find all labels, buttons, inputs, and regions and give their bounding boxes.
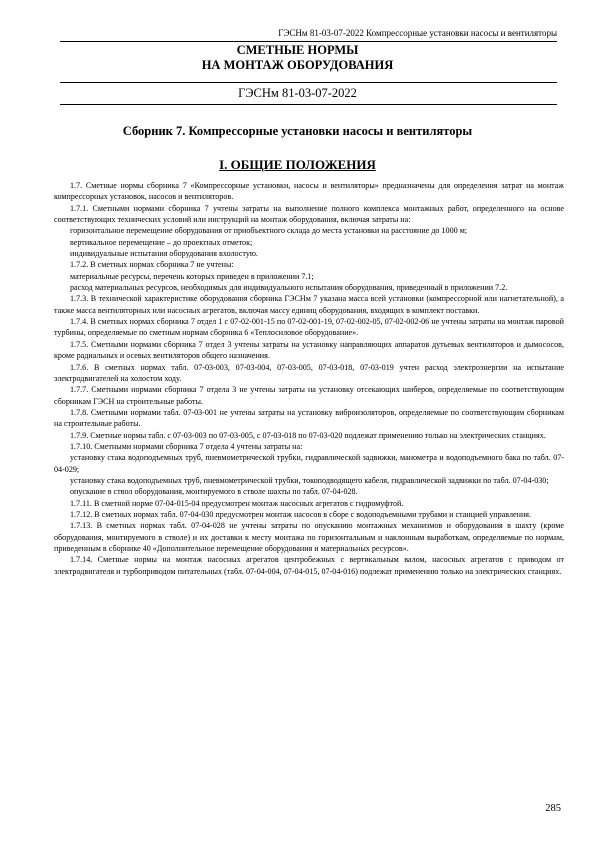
paragraph: 1.7.3. В технической характеристике оборудования сборника ГЭСНм 7 указана масса всей установки (компрессорной или нагнетательной), а также масса вентиляторных или насосных агрегатов, включая массу единиц оборудования, входящих в комплект поставки. bbox=[54, 294, 564, 315]
collection-title: Сборник 7. Компрессорные установки насосы и вентиляторы bbox=[122, 124, 473, 138]
paragraph: материальные ресурсы, перечень которых приведен в приложении 7.1; bbox=[70, 271, 314, 281]
paragraph: 1.7.5. Сметными нормами сборника 7 отдел 3 учтены затраты на установку направляющих аппаратов дутьевых вентиляторов и дымососов, кроме радиальных и осевых вентиляторов общего назначения. bbox=[54, 339, 564, 361]
paragraph: 1.7.4. В сметных нормах сборника 7 отдел 1 с 07-02-001-15 по 07-02-001-19, 07-02-002-05, 07-02-002-06 не учтены затраты на монтаж паровой турбины, определяемые по сметным нормам сборника 6 «Теплосиловое оборудование». bbox=[54, 317, 564, 338]
document-title-line1: СМЕТНЫЕ НОРМЫ bbox=[236, 43, 359, 57]
paragraph: 1.7.6. В сметных нормах табл. 07-03-003, 07-03-004, 07-03-005, 07-03-018, 07-03-019 учтен расход электроэнергии на испытание электродвигателей на холостом ходу. bbox=[54, 362, 564, 383]
paragraph: 1.7.11. В сметной норме 07-04-015-04 предусмотрен монтаж насосных агрегатов с гидромуфтой. bbox=[70, 498, 404, 508]
paragraph: вертикальное перемещение – до проектных отметок; bbox=[70, 237, 253, 247]
paragraph: установку стака водоподъемных труб, пневмометрической трубки, токоподводящего кабеля, гидравлической задвижки по табл. 07-04-030; bbox=[70, 475, 549, 485]
paragraph: 1.7.13. В сметных нормах табл. 07-04-028 не учтены затраты по опусканию монтажных механизмов и оборудования в шахту (кроме оборудования, монтируемого в стволе) и их доставки к месту монтажа по горизонтальным и наклонным выработкам, определяемые по нормам, приведенным в сборнике 40 «Дополнительное перемещение оборудования и материальных ресурсов». bbox=[54, 521, 564, 553]
divider-top bbox=[60, 82, 557, 83]
paragraph: расход материальных ресурсов, необходимых для индивидуального испытания оборудования, приведенный в приложении 7.2. bbox=[70, 283, 508, 293]
paragraph: 1.7.14. Сметные нормы на монтаж насосных агрегатов центробежных с вертикальным валом, насосных агрегатов с приводом от электродвигателя и турбоприводом питательных (табл. 07-04-004, 07-04-015, 07-04-016) подлежат применению только на электрических станциях. bbox=[54, 555, 564, 576]
running-header: ГЭСНм 81-03-07-2022 Компрессорные установки насосы и вентиляторы bbox=[60, 28, 557, 42]
document-title-line2: НА МОНТАЖ ОБОРУДОВАНИЯ bbox=[201, 58, 394, 72]
document-code: ГЭСНм 81-03-07-2022 bbox=[238, 86, 357, 100]
paragraph: 1.7.10. Сметными нормами сборника 7 отдела 4 учтены затраты на: bbox=[70, 441, 303, 451]
paragraph: горизонтальное перемещение оборудования от приобъектного склада до места установки на расстояние до 1000 м; bbox=[70, 226, 468, 236]
paragraph: 1.7.12. В сметных нормах табл. 07-04-030 предусмотрен монтаж насосов в сборе с водоподъемными трубами и станцией управления. bbox=[70, 509, 532, 519]
paragraph: 1.7.8. Сметными нормами табл. 07-03-001 не учтены затраты на установку виброизоляторов, определяемые по соответствующим сборникам на строительные работы. bbox=[54, 407, 564, 429]
section-heading: I. ОБЩИЕ ПОЛОЖЕНИЯ bbox=[219, 157, 376, 172]
paragraph: 1.7.2. В сметных нормах сборника 7 не учтены: bbox=[70, 260, 234, 270]
page-number: 285 bbox=[545, 803, 561, 814]
paragraph: 1.7.1. Сметными нормами сборника 7 учтены затраты на выполнение полного комплекса монтажных работ, определенного на основе соответствующих технических условий или инструкций на монтаж оборудования, включая затраты на: bbox=[54, 203, 564, 225]
paragraph: 1.7.7. Сметными нормами сборника 7 отдела 3 не учтены затраты на установку отсекающих шиберов, определяемые по соответствующим сборникам ГЭСН на строительные работы. bbox=[54, 385, 564, 406]
divider-bottom bbox=[60, 104, 557, 105]
paragraph: установку стака водоподъемных труб, пневмометрической трубки, гидравлической задвижки, манометра и водоподъемного бака по табл. 07-04-029; bbox=[54, 453, 564, 474]
body-text bbox=[54, 180, 564, 577]
paragraph: 1.7. Сметные нормы сборника 7 «Компрессорные установки, насосы и вентиляторы» предназначены для определения затрат на монтаж компрессорных установок, насосов и вентиляторов. bbox=[54, 181, 564, 202]
paragraph: 1.7.9. Сметные нормы табл. с 07-03-003 по 07-03-005, с 07-03-018 по 07-03-020 подлежат применению только на электрических станциях. bbox=[70, 430, 546, 440]
paragraph: индивидуальные испытания оборудования вхолостую. bbox=[70, 249, 258, 259]
paragraph: опускание в ствол оборудования, монтируемого в стволе шахты по табл. 07-04-028. bbox=[70, 487, 358, 497]
